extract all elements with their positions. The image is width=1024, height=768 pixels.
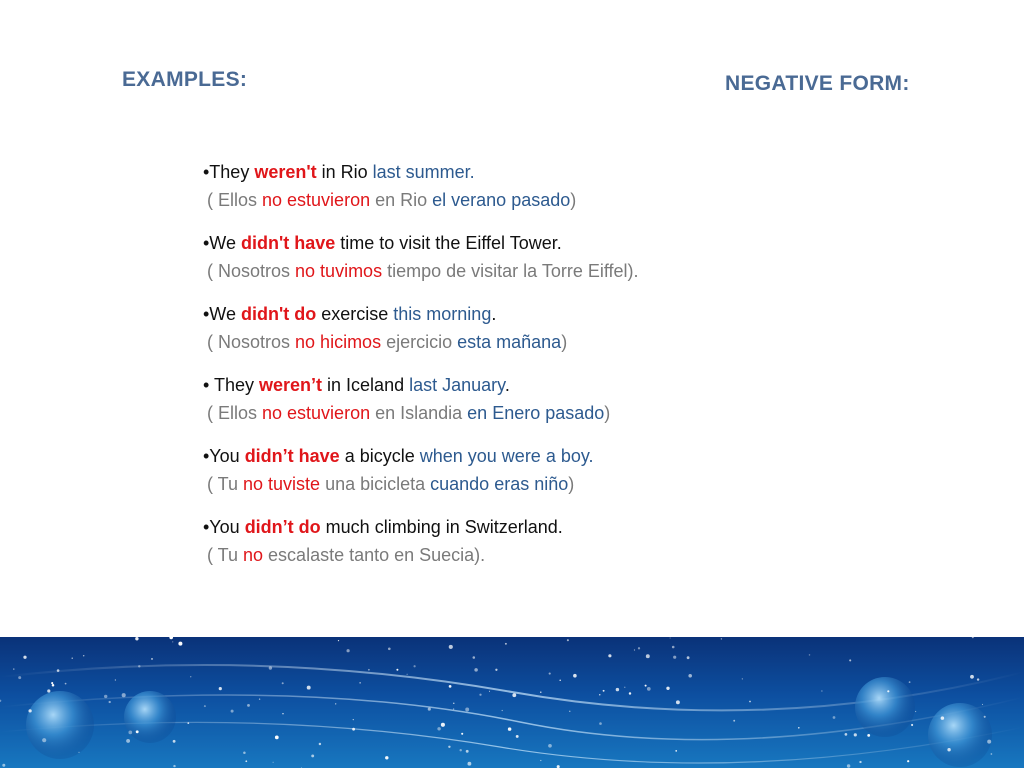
sparkle: [915, 711, 916, 712]
sparkle: [540, 692, 541, 693]
example-translation: [203, 541, 903, 571]
sparkle: [508, 727, 512, 731]
sparkle: [275, 736, 279, 740]
sparkle: [13, 668, 14, 669]
sparkle: [72, 658, 73, 659]
sparkle: [548, 744, 552, 748]
time-expression: en Enero pasado: [467, 403, 605, 423]
decorative-banner: [0, 637, 1024, 768]
sparkle: [867, 734, 870, 737]
sparkle: [675, 750, 677, 752]
sparkle: [502, 710, 503, 711]
sparkle: [473, 656, 476, 659]
sparkle: [247, 704, 250, 707]
text-segment: • They: [203, 375, 259, 395]
example-translation: [203, 470, 903, 500]
text-segment: ejercicio: [381, 332, 458, 352]
sparkle: [616, 688, 619, 691]
text-segment: ): [604, 403, 611, 423]
sparkle: [428, 708, 431, 711]
sparkle: [231, 710, 234, 713]
sparkle: [135, 637, 138, 640]
sparkle: [441, 723, 445, 727]
sparkle: [282, 713, 283, 714]
orb-left: [26, 691, 94, 759]
sparkle: [479, 694, 481, 696]
sparkle: [338, 640, 339, 641]
text-segment: •We: [203, 304, 241, 324]
sparkle: [385, 756, 388, 759]
text-segment: time to visit the Eiffel Tower.: [335, 233, 562, 253]
sparkle: [47, 689, 50, 692]
text-segment: ( Tu: [207, 545, 244, 565]
sparkle: [721, 638, 722, 639]
sparkle: [335, 703, 336, 704]
negative-verb: no tuviste: [243, 474, 321, 494]
sparkle: [138, 665, 140, 667]
sparkle: [638, 647, 640, 649]
time-expression: this morning: [393, 304, 492, 324]
time-expression: esta mañana: [457, 332, 562, 352]
sparkle: [407, 674, 408, 675]
negative-verb: didn’t do: [244, 517, 321, 537]
sparkle: [467, 762, 471, 766]
sparkle: [474, 668, 478, 672]
sparkle: [603, 690, 605, 692]
example-sentence: [203, 513, 903, 541]
sparkle: [599, 694, 600, 695]
sparkle: [567, 639, 569, 641]
negative-verb: no: [243, 545, 264, 565]
sparkle: [688, 674, 692, 678]
sparkle: [459, 749, 461, 751]
negative-verb: no estuvieron: [262, 403, 371, 423]
sparkle: [941, 716, 945, 720]
sparkle: [540, 760, 541, 761]
sparkle: [733, 720, 735, 722]
orb-right: [855, 677, 915, 737]
example-translation: [203, 257, 903, 287]
sparkle: [173, 740, 176, 743]
sparkle: [821, 690, 822, 691]
sparkle: [987, 740, 991, 744]
examples-heading: EXAMPLES:: [122, 68, 248, 91]
sparkle: [307, 686, 311, 690]
text-segment: ): [570, 190, 577, 210]
sparkle: [645, 685, 647, 687]
example-sentence: [203, 300, 903, 328]
sparkle: [448, 746, 450, 748]
text-segment: •You: [203, 446, 245, 466]
sparkle: [57, 669, 60, 672]
sparkle: [259, 698, 260, 699]
text-segment: ( Ellos: [207, 403, 263, 423]
sparkle: [437, 727, 440, 730]
negative-verb: didn't have: [240, 233, 336, 253]
negative-verb: no tuvimos: [295, 261, 383, 281]
sparkle: [608, 654, 611, 657]
example-translation: [203, 399, 903, 429]
text-segment: •They: [203, 162, 255, 182]
negative-verb: no hicimos: [295, 332, 382, 352]
sparkle: [646, 654, 650, 658]
sparkle: [907, 760, 909, 762]
examples-list: [203, 158, 903, 584]
sparkle: [178, 642, 182, 646]
sparkle: [128, 731, 132, 735]
example-sentence: [203, 442, 903, 470]
time-expression: last January: [409, 375, 505, 395]
text-segment: much climbing in Switzerland.: [320, 517, 563, 537]
sparkle: [687, 656, 690, 659]
sparkle: [465, 708, 469, 712]
sparkle: [83, 655, 84, 656]
time-expression: last summer.: [372, 162, 475, 182]
sparkle: [388, 647, 391, 650]
sparkle: [115, 679, 116, 680]
sparkle: [742, 678, 743, 679]
sparkle-background-image: [0, 637, 1024, 768]
sparkle: [749, 701, 751, 703]
sparkle: [849, 659, 851, 661]
sparkle: [505, 643, 507, 645]
example-sentence: [203, 158, 903, 186]
sparkle: [809, 654, 811, 656]
sparkle: [172, 641, 173, 642]
sparkle: [559, 680, 561, 682]
negative-verb: weren't: [254, 162, 317, 182]
text-segment: tiempo de visitar la Torre Eiffel).: [382, 261, 639, 281]
sparkle: [461, 733, 463, 735]
sparkle: [489, 691, 490, 692]
sparkle: [854, 733, 857, 736]
sparkle: [449, 645, 453, 649]
text-segment: .: [504, 375, 510, 395]
text-segment: en Islandia: [370, 403, 468, 423]
sparkle: [887, 690, 889, 692]
sparkle: [173, 765, 175, 767]
sparkle: [947, 748, 950, 751]
text-segment: escalaste tanto en Suecia).: [263, 545, 486, 565]
negative-verb: weren’t: [259, 375, 323, 395]
sparkle: [466, 750, 469, 753]
time-expression: cuando eras niño: [430, 474, 569, 494]
sparkle: [28, 709, 31, 712]
sparkle: [573, 674, 577, 678]
text-segment: •We: [203, 233, 241, 253]
example-translation: [203, 186, 903, 216]
negative-form-heading: NEGATIVE FORM:: [725, 72, 910, 95]
sparkle: [991, 753, 993, 755]
example-sentence: [203, 371, 903, 399]
sparkle: [126, 739, 130, 743]
sparkle: [311, 754, 314, 757]
sparkle: [190, 676, 191, 677]
sparkle: [2, 764, 5, 767]
sparkle: [569, 711, 570, 712]
text-segment: en Rio: [370, 190, 433, 210]
text-segment: a bicycle: [339, 446, 420, 466]
negative-verb: didn't do: [240, 304, 317, 324]
sparkle: [449, 685, 452, 688]
sparkle: [495, 669, 497, 671]
sparkle: [78, 752, 79, 753]
sparkle: [629, 692, 631, 694]
time-expression: el verano pasado: [432, 190, 571, 210]
sparkle: [549, 673, 551, 675]
sparkle: [666, 687, 669, 690]
sparkle: [282, 682, 284, 684]
sparkle: [970, 675, 974, 679]
sparkle: [673, 656, 676, 659]
sparkle: [122, 693, 126, 697]
text-segment: in Rio: [316, 162, 373, 182]
sparkle: [845, 733, 848, 736]
sparkle: [347, 649, 350, 652]
sparkle: [413, 665, 415, 667]
sparkle: [911, 724, 913, 726]
sparkle: [982, 704, 983, 705]
example-sentence: [203, 229, 903, 257]
sparkle: [672, 646, 675, 649]
text-segment: ): [568, 474, 575, 494]
sparkle: [245, 760, 247, 762]
sparkle: [219, 687, 222, 690]
sparkle: [42, 738, 46, 742]
sparkle: [23, 656, 26, 659]
sparkle: [977, 678, 979, 680]
sparkle: [136, 730, 139, 733]
text-segment: una bicicleta: [320, 474, 431, 494]
sparkle: [984, 716, 986, 718]
sparkle: [18, 676, 21, 679]
negative-verb: no estuvieron: [262, 190, 371, 210]
sparkle: [52, 684, 55, 687]
text-segment: ): [561, 332, 568, 352]
text-segment: in Iceland: [322, 375, 410, 395]
sparkle: [647, 687, 651, 691]
example-translation: [203, 328, 903, 358]
sparkle: [453, 703, 454, 704]
sparkle: [909, 681, 911, 683]
sparkle: [676, 700, 680, 704]
text-segment: ( Nosotros: [207, 261, 296, 281]
sparkle: [204, 705, 206, 707]
sparkle: [453, 708, 454, 709]
orb-left-small: [124, 691, 176, 743]
text-segment: ( Tu: [207, 474, 244, 494]
text-segment: •You: [203, 517, 245, 537]
sparkle: [65, 683, 67, 685]
sparkle: [833, 716, 836, 719]
sparkle: [396, 669, 398, 671]
sparkle: [634, 649, 635, 650]
sparkle: [368, 669, 370, 671]
sparkle: [359, 682, 360, 683]
sparkle: [243, 752, 246, 755]
sparkle: [51, 682, 53, 684]
sparkle: [151, 658, 153, 660]
time-expression: when you were a boy.: [419, 446, 594, 466]
text-segment: ( Ellos: [207, 190, 263, 210]
sparkle: [599, 722, 602, 725]
sparkle: [352, 728, 355, 731]
sparkle: [516, 735, 519, 738]
sparkle: [109, 701, 111, 703]
sparkle: [624, 687, 625, 688]
text-segment: ( Nosotros: [207, 332, 296, 352]
negative-verb: didn’t have: [244, 446, 340, 466]
sparkle: [847, 764, 850, 767]
sparkle: [273, 762, 274, 763]
sparkle: [104, 695, 107, 698]
sparkle: [798, 727, 800, 729]
sparkle: [269, 666, 272, 669]
text-segment: exercise: [316, 304, 394, 324]
sparkle: [859, 761, 861, 763]
sparkle: [187, 722, 189, 724]
text-segment: .: [491, 304, 497, 324]
sparkle: [353, 719, 354, 720]
sparkle: [512, 693, 516, 697]
sparkle: [670, 637, 671, 638]
sparkle: [319, 743, 321, 745]
orb-right-far: [928, 703, 992, 767]
